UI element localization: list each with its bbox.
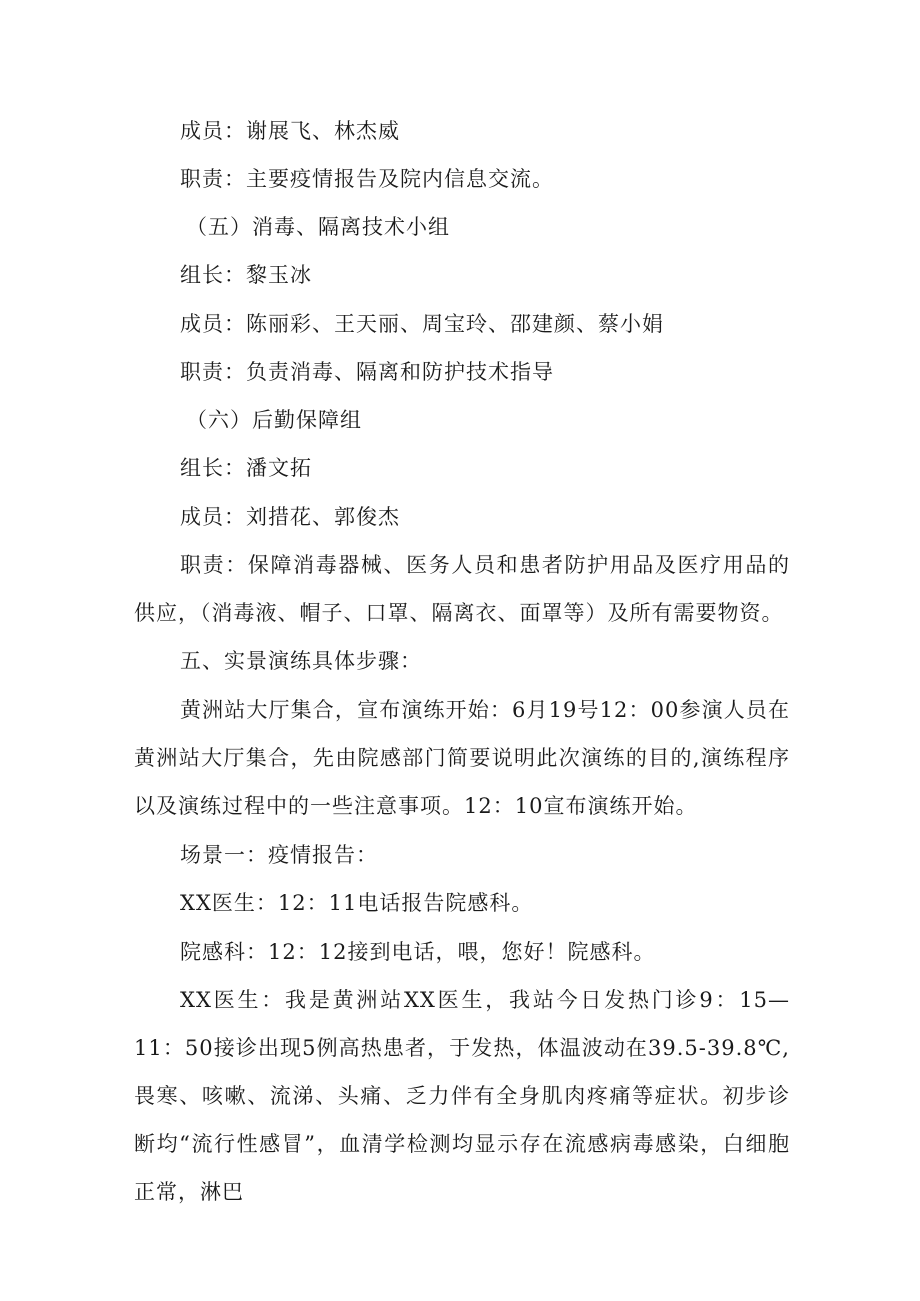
logistics-members-line: 成员：刘措花、郭俊杰 <box>180 505 400 529</box>
disinfection-group-heading: （五）消毒、隔离技术小组 <box>186 215 450 239</box>
team-duty-line: 职责：主要疫情报告及院内信息交流。 <box>180 167 554 191</box>
doctor-report-line: XX医生：12：11电话报告院感科。 <box>180 891 534 915</box>
doctor-report-paragraph: XX医生：我是黄洲站XX医生，我站今日发热门诊9：15—11：50接诊出现5例高热患者，于发热，体温波动在39.5-39.8℃,畏寒、咳嗽、流涕、头痛、乏力伴有全身肌肉疼痛等症状。初步诊断均“流行性感冒”，血清学检测均显示存在流感病毒感染，白细胞正常，淋巴 <box>134 988 790 1204</box>
infection-dept-reply-line: 院感科：12：12接到电话，喂，您好！院感科。 <box>180 940 656 964</box>
disinfection-duty-line: 职责：负责消毒、隔离和防护技术指导 <box>180 360 554 384</box>
disinfection-members-line: 成员：陈丽彩、王天丽、周宝玲、邵建颜、蔡小娟 <box>180 312 664 336</box>
section-five-heading: 五、实景演练具体步骤： <box>180 649 422 673</box>
team-members-line: 成员：谢展飞、林杰威 <box>180 119 400 143</box>
logistics-leader-line: 组长：潘文拓 <box>180 456 312 480</box>
assembly-paragraph: 黄洲站大厅集合，宣布演练开始：6月19号12：00参演人员在黄洲站大厅集合，先由院感部门简要说明此次演练的目的,演练程序以及演练过程中的一些注意事项。12：10宣布演练开始。 <box>134 698 790 818</box>
logistics-duty-paragraph: 职责：保障消毒器械、医务人员和患者防护用品及医疗用品的供应，（消毒液、帽子、口罩、隔离衣、面罩等）及所有需要物资。 <box>134 553 790 625</box>
disinfection-leader-line: 组长：黎玉冰 <box>180 263 312 287</box>
logistics-group-heading: （六）后勤保障组 <box>186 408 362 432</box>
scene-one-heading: 场景一：疫情报告： <box>180 843 378 867</box>
